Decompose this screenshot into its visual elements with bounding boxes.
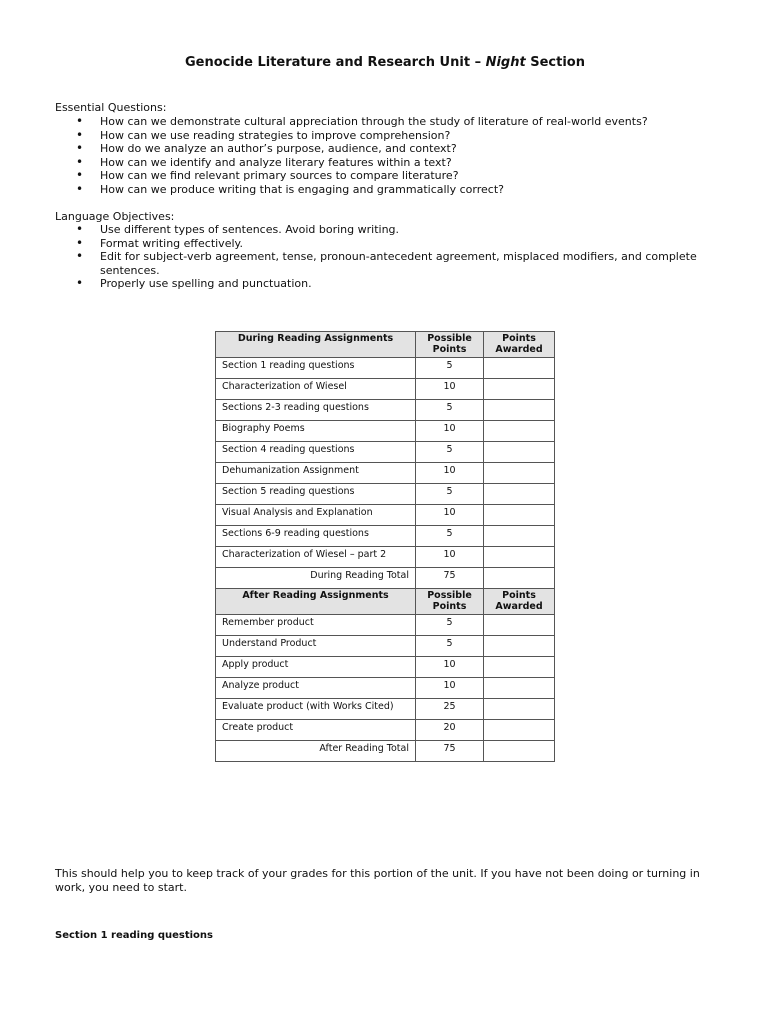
during-assignments-header: During Reading Assignments (216, 332, 416, 358)
possible-points: 10 (416, 505, 484, 526)
possible-points-header: Possible Points (416, 589, 484, 615)
list-item: • Format writing effectively. (55, 237, 725, 251)
possible-points: 10 (416, 421, 484, 442)
points-awarded-cell[interactable] (484, 442, 555, 463)
table-row (216, 421, 555, 442)
possible-points: 5 (416, 442, 484, 463)
section-heading: Section 1 reading questions (55, 930, 213, 941)
after-assignments-header: After Reading Assignments (216, 589, 416, 615)
possible-points: 20 (416, 720, 484, 741)
table-row (216, 720, 555, 741)
during-header-row (216, 332, 555, 358)
points-awarded-cell[interactable] (484, 615, 555, 636)
table-row (216, 526, 555, 547)
title-prefix: Genocide Literature and Research Unit – (184, 55, 486, 70)
points-awarded-cell[interactable] (484, 358, 555, 379)
assignment-name: Apply product (216, 657, 416, 678)
possible-points: 10 (416, 678, 484, 699)
table-row (216, 400, 555, 421)
title-suffix: Section (525, 55, 585, 70)
assignment-name: Remember product (216, 615, 416, 636)
points-awarded-cell[interactable] (484, 657, 555, 678)
points-awarded-cell[interactable] (484, 547, 555, 568)
table-row (216, 636, 555, 657)
possible-points: 5 (416, 636, 484, 657)
table-row (216, 442, 555, 463)
possible-points: 5 (416, 484, 484, 505)
after-header-row (216, 589, 555, 615)
after-total-row (216, 741, 555, 762)
table-row (216, 505, 555, 526)
points-awarded-cell[interactable] (484, 421, 555, 442)
after-total-value: 75 (416, 741, 484, 762)
possible-points: 10 (416, 547, 484, 568)
possible-points: 5 (416, 358, 484, 379)
table-row (216, 484, 555, 505)
assignment-name: Sections 2-3 reading questions (216, 400, 416, 421)
table-row (216, 463, 555, 484)
instructions-paragraph: This should help you to keep track of your grades for this portion of the unit. If you have not been doing or turning in work, you need to start. (55, 867, 700, 894)
points-awarded-cell[interactable] (484, 568, 555, 589)
grades-table (215, 331, 555, 762)
list-item: • How can we use reading strategies to improve comprehension? (55, 129, 725, 143)
during-total-value: 75 (416, 568, 484, 589)
list-item: • Properly use spelling and punctuation. (55, 277, 725, 291)
list-item: • How do we analyze an author’s purpose, audience, and context? (55, 142, 725, 156)
points-awarded-header: Points Awarded (484, 589, 555, 615)
points-awarded-cell[interactable] (484, 463, 555, 484)
assignment-name: Analyze product (216, 678, 416, 699)
assignment-name: Evaluate product (with Works Cited) (216, 699, 416, 720)
possible-points: 5 (416, 526, 484, 547)
list-item: • How can we find relevant primary sources to compare literature? (55, 169, 725, 183)
table-row (216, 699, 555, 720)
language-objectives-list (55, 223, 725, 291)
essential-questions-heading: Essential Questions: (55, 101, 167, 114)
assignment-name: Visual Analysis and Explanation (216, 505, 416, 526)
during-total-row (216, 568, 555, 589)
points-awarded-cell[interactable] (484, 400, 555, 421)
possible-points: 10 (416, 379, 484, 400)
list-item: • How can we identify and analyze literary features within a text? (55, 156, 725, 170)
assignment-name: Create product (216, 720, 416, 741)
points-awarded-cell[interactable] (484, 484, 555, 505)
possible-points: 5 (416, 615, 484, 636)
page-title (0, 55, 770, 70)
possible-points: 25 (416, 699, 484, 720)
points-awarded-cell[interactable] (484, 636, 555, 657)
table-row (216, 379, 555, 400)
assignment-name: Characterization of Wiesel – part 2 (216, 547, 416, 568)
points-awarded-cell[interactable] (484, 741, 555, 762)
assignment-name: Section 1 reading questions (216, 358, 416, 379)
assignment-name: Section 5 reading questions (216, 484, 416, 505)
list-item: • Edit for subject-verb agreement, tense, pronoun-antecedent agreement, misplaced modifiers, and complete sentences. (55, 250, 725, 277)
points-awarded-header: Points Awarded (484, 332, 555, 358)
points-awarded-cell[interactable] (484, 379, 555, 400)
table-row (216, 678, 555, 699)
possible-points: 10 (416, 463, 484, 484)
during-total-label: During Reading Total (216, 568, 416, 589)
assignment-name: Dehumanization Assignment (216, 463, 416, 484)
points-awarded-cell[interactable] (484, 699, 555, 720)
points-awarded-cell[interactable] (484, 720, 555, 741)
after-total-label: After Reading Total (216, 741, 416, 762)
table-row (216, 547, 555, 568)
assignment-name: Section 4 reading questions (216, 442, 416, 463)
table-row (216, 615, 555, 636)
table-row (216, 358, 555, 379)
possible-points-header: Possible Points (416, 332, 484, 358)
assignment-name: Understand Product (216, 636, 416, 657)
essential-questions-list (55, 115, 725, 196)
list-item: • Use different types of sentences. Avoid boring writing. (55, 223, 725, 237)
points-awarded-cell[interactable] (484, 526, 555, 547)
title-emphasis: Night (485, 55, 526, 70)
list-item: • How can we produce writing that is engaging and grammatically correct? (55, 183, 725, 197)
possible-points: 5 (416, 400, 484, 421)
assignment-name: Sections 6-9 reading questions (216, 526, 416, 547)
points-awarded-cell[interactable] (484, 505, 555, 526)
assignment-name: Characterization of Wiesel (216, 379, 416, 400)
points-awarded-cell[interactable] (484, 678, 555, 699)
possible-points: 10 (416, 657, 484, 678)
table-row (216, 657, 555, 678)
list-item: • How can we demonstrate cultural appreciation through the study of literature of real-world events? (55, 115, 725, 129)
assignment-name: Biography Poems (216, 421, 416, 442)
language-objectives-heading: Language Objectives: (55, 210, 175, 223)
